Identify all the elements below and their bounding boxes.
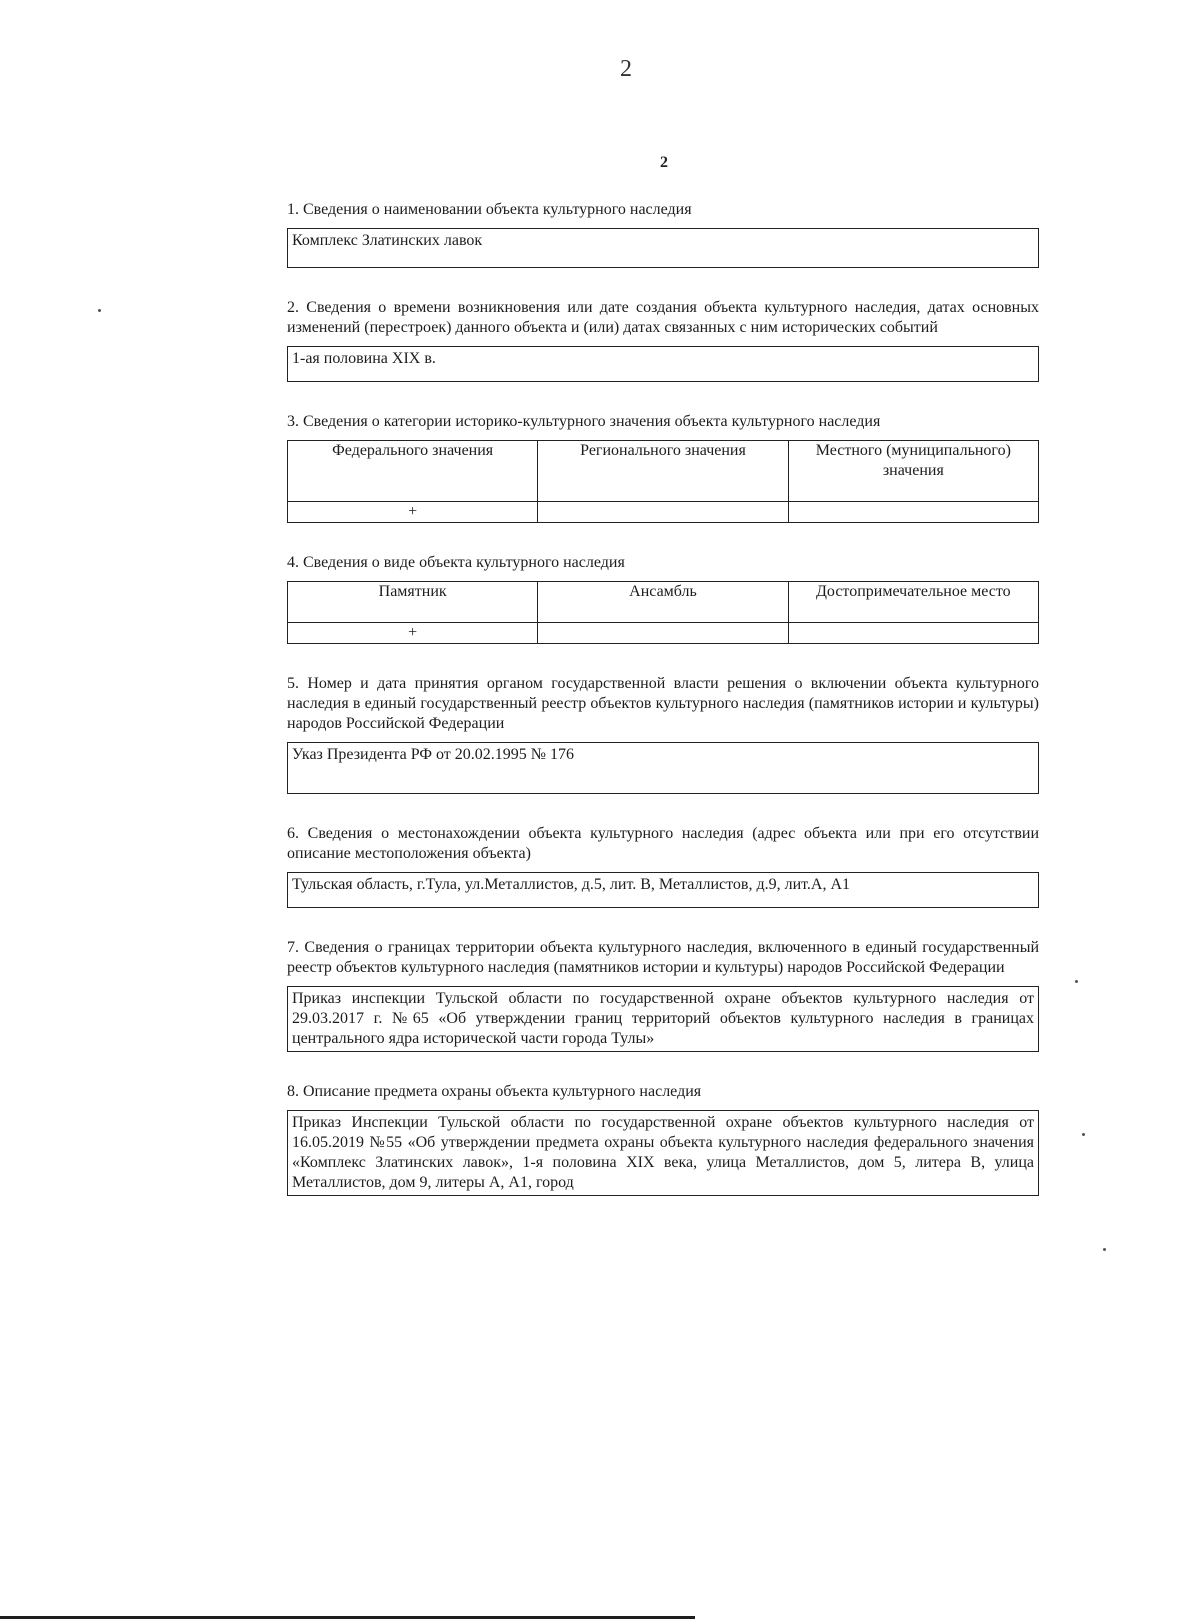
page-number: 2 [620,56,632,82]
document-body [287,200,1039,1226]
scan-speck [1103,1248,1106,1251]
scan-speck [1075,980,1078,983]
section-4-heading: 4. Сведения о виде объекта культурного наследия [287,554,625,571]
section-7-value: Приказ инспекции Тульской области по государственной охране объектов культурного наследия от 29.03.2017 г. №65 «Об утверждении границ территорий объектов культурного наследия в границах центрального ядра исторической части города Тулы» [287,986,1039,1052]
section-6-value: Тульская область, г.Тула, ул.Металлистов, д.5, лит. В, Металлистов, д.9, лит.А, А1 [287,872,1039,908]
category-table [287,440,1039,523]
table-row [288,441,1039,502]
column-header-ensemble: Ансамбль [538,582,788,623]
section-1-heading: 1. Сведения о наименовании объекта культурного наследия [287,201,692,218]
mark-local [788,502,1038,523]
mark-ensemble [538,623,788,644]
section-7-heading: 7. Сведения о границах территории объекта культурного наследия, включенного в единый государственный реестр объектов культурного наследия (памятников истории и культуры) народов Российской Федерации [287,939,1039,976]
section-5-heading: 5. Номер и дата принятия органом государственной власти решения о включении объекта культурного наследия в единый государственный реестр объектов культурного наследия (памятников истории и культуры) народов Российской Федерации [287,675,1039,732]
section-3-heading: 3. Сведения о категории историко-культурного значения объекта культурного наследия [287,413,881,430]
column-header-monument: Памятник [288,582,538,623]
section-6-heading: 6. Сведения о местонахождении объекта культурного наследия (адрес объекта или при его отсутствии описание местоположения объекта) [287,825,1039,862]
section-5-value: Указ Президента РФ от 20.02.1995 № 176 [287,742,1039,794]
scan-speck [98,309,101,312]
column-header-federal: Федерального значения [288,441,538,502]
type-table [287,581,1039,644]
table-row [288,623,1039,644]
column-header-regional: Регионального значения [538,441,788,502]
section-2-value: 1-ая половина XIX в. [287,346,1039,382]
mark-federal: + [288,502,538,523]
table-row [288,502,1039,523]
column-header-landmark: Достопримечательное место [788,582,1038,623]
mark-landmark [788,623,1038,644]
bottom-rule [0,1616,695,1619]
section-8-value: Приказ Инспекции Тульской области по государственной охране объектов культурного наследия от 16.05.2019 №55 «Об утверждении предмета охраны объекта культурного наследия федерального значения «Комплекс Златинских лавок», 1-я половина XIX века, улица Металлистов, дом 5, литера В, улица Металлистов, дом 9, литеры А, А1, город [287,1110,1039,1196]
section-1-value: Комплекс Златинских лавок [287,228,1039,268]
mark-regional [538,502,788,523]
section-2-heading: 2. Сведения о времени возникновения или дате создания объекта культурного наследия, датах основных изменений (перестроек) данного объекта и (или) датах связанных с ним исторических событий [287,299,1039,336]
mark-monument: + [288,623,538,644]
inner-page-number: 2 [660,154,668,171]
column-header-local: Местного (муниципального) значения [788,441,1038,502]
scan-speck [1082,1133,1085,1136]
section-8-heading: 8. Описание предмета охраны объекта культурного наследия [287,1083,702,1100]
table-row [288,582,1039,623]
